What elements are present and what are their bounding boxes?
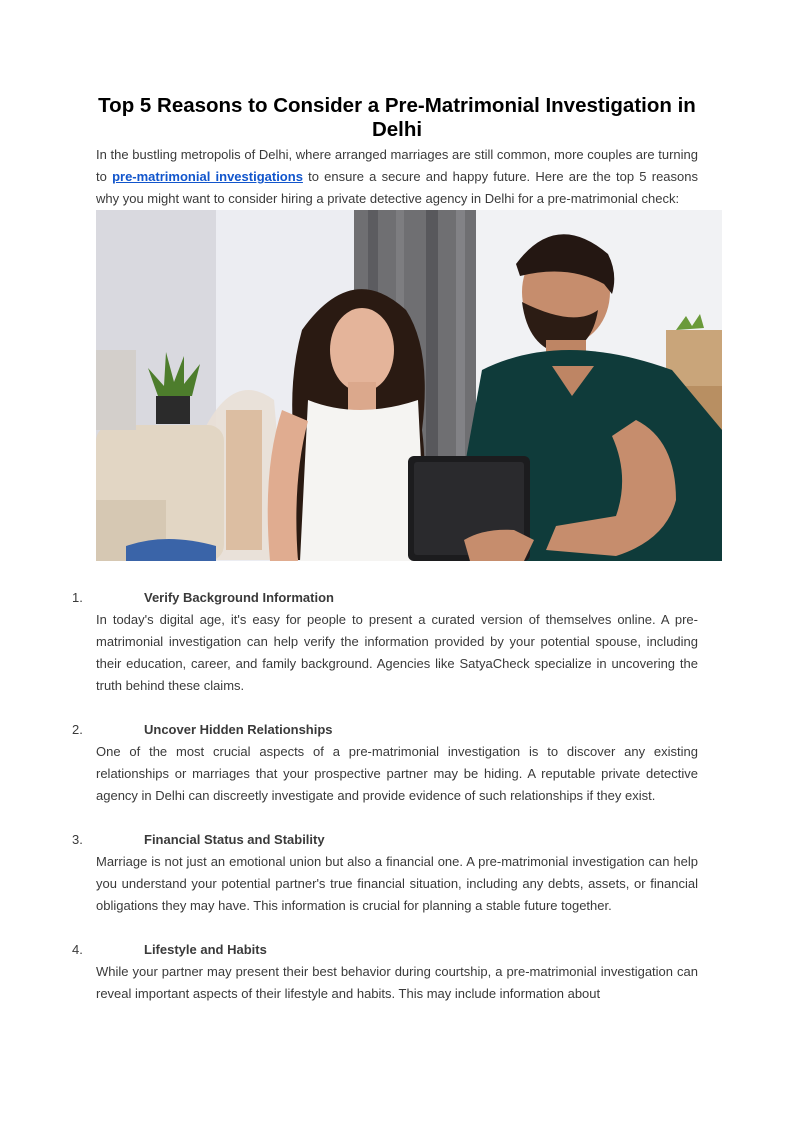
list-item-body: While your partner may present their best behavior during courtship, a pre-matrimonial investigation can reveal important aspects of their lifestyle and habits. This may include information about: [96, 964, 698, 1001]
list-item-body: In today's digital age, it's easy for people to present a curated version of themselves online. A pre-matrimonial investigation can help verify the information provided by your potential spouse, including their education, career, and family background. Agencies like SatyaCheck specialize in uncovering the truth behind these claims.: [96, 612, 698, 693]
list-item-number: 4.: [72, 942, 83, 957]
list-item-number: 1.: [72, 590, 83, 605]
list-item-body: One of the most crucial aspects of a pre-matrimonial investigation is to discover any existing relationships or marriages that your prospective partner may be hiding. A reputable private detective agency in Delhi can discreetly investigate and provide evidence of such relationships if they exist.: [96, 744, 698, 803]
article-title: Top 5 Reasons to Consider a Pre-Matrimonial Investigation in Delhi: [98, 94, 696, 141]
intro-text-before: In the bustling metropolis of Delhi, where arranged marriages are still common, more couples are turning to: [96, 147, 698, 184]
list-item: [72, 829, 698, 917]
list-item-title: Uncover Hidden Relationships: [144, 722, 333, 737]
list-item-title: Lifestyle and Habits: [144, 942, 267, 957]
document-page: [72, 94, 698, 1027]
reasons-list: [72, 587, 698, 1005]
pre-matrimonial-investigations-link[interactable]: pre-matrimonial investigations: [112, 169, 303, 184]
list-item-title: Verify Background Information: [144, 590, 334, 605]
couple-photo: [96, 210, 722, 561]
intro-paragraph: [96, 144, 698, 210]
list-item-body: Marriage is not just an emotional union but also a financial one. A pre-matrimonial investigation can help you understand your potential partner's true financial situation, including any debts, assets, or financial obligations they may have. This information is crucial for planning a stable future together.: [96, 854, 698, 913]
list-item: [72, 587, 698, 697]
list-item: [72, 939, 698, 1005]
intro-text-after: to ensure a secure and happy future. Here are the top 5 reasons why you might want to consider hiring a private detective agency in Delhi for a pre-matrimonial check:: [96, 169, 698, 206]
list-item-title: Financial Status and Stability: [144, 832, 325, 847]
list-item-number: 2.: [72, 722, 83, 737]
list-item: [72, 719, 698, 807]
list-item-number: 3.: [72, 832, 83, 847]
